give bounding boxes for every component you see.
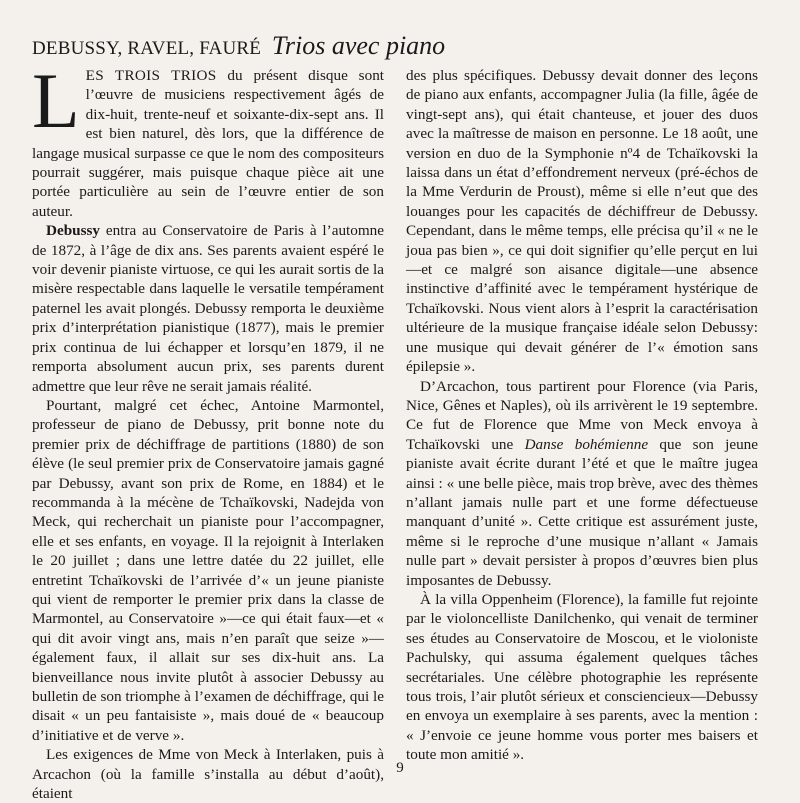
paragraph-text: entra au Conservatoire de Paris à l’automne de 1872, à l’âge de dix ans. Ses parents avaient espéré le voir devenir pianiste virtuose, ce qui les aurait sortis de la misère respectable dans laquelle le versatile tempérament paternel les avait plongés. Debussy remporta le deuxième prix d’interprétation pianistique (1877), mais le premier prix continua de lui échapper et lorsqu’en 1879, il ne remporta absolument aucun prix, ses parents durent admettre que leur rêve ne serait jamais réalité. xyxy=(32,222,384,395)
drop-cap: L xyxy=(32,57,80,144)
paragraph-marmontel: Pourtant, malgré cet échec, Antoine Marmontel, professeur de piano de Debussy, prit bonne note du premier prix de déchiffrage de partitions (1880) de son élève (le seul premier prix de Conservatoire jamais gagné par Debussy, avant son prix de Rome, en 1884) et le recommanda à la mécène de Tchaïkovski, Nadejda von Meck, qui recherchait un pianiste pour l’accompagner, elle et ses enfants, en voyage. Il la rejoignit à Interlaken le 20 juillet ; dans une lettre datée du 22 juillet, elle entretint Tchaïkovski de l’arrivée d’« un jeune pianiste qui vient de remporter le premier prix dans la classe de Marmontel, au Conservatoire »—ce qui était faux—et « qui dit avoir vingt ans, mais n’en paraît que seize »—également faux, il allait sur ses dix-huit ans. La bienveillance nous invite plutôt à associer Debussy au bulletin de son triomphe à l’examen de déchiffrage, qui le disait « un peu fantaisiste », mais doué de « beaucoup d’initiative et de verve ». xyxy=(32,396,384,744)
paragraph-text: que son jeune pianiste avait écrite durant l’été et que le maître jugea ainsi : « une belle pièce, mais trop brève, avec des thèmes n’allant jamais nulle part et une forme défectueuse manquant d’unité ». Cette critique est assurément juste, même si le reproche d’une musique n’allant « Jamais nulle part » devait persister à propos d’œuvres bien plus imposantes de Debussy. xyxy=(406,435,758,589)
paragraph-oppenheim: À la villa Oppenheim (Florence), la famille fut rejointe par le violoncelliste Danilchenko, qui venait de terminer ses études au Conservatoire de Moscou, et le violoniste Pachulsky, qui assuma également quelques tâches secrétariales. Une célèbre photographie les représente tous trois, l’air plutôt sérieux et consciencieux—Debussy en envoya un exemplaire à ses parents, avec la mention : « J’envoie ce jeune homme vous porter mes baisers et toute mon amitié ». xyxy=(406,590,758,764)
paragraph-text: du présent disque sont l’œuvre de musiciens respectivement âgés de dix-huit, trente-neuf et soixante-dix-sept ans. Il est bien naturel, dès lors, que la différence de langage musical surpasse ce que le nom des compositeurs pourrait suggérer, mais puisque chaque pièce ait une portée particulière au sein de l’œuvre entier de son auteur. xyxy=(32,67,385,220)
paragraph-exigences: Les exigences de Mme von Meck à Interlaken, puis à Arcachon (où la famille s’installa au début d’août), étaient xyxy=(32,746,384,803)
composer-name: Debussy xyxy=(46,222,101,240)
lead-caps: ES TROIS TRIOS xyxy=(85,67,217,84)
left-column xyxy=(32,57,385,803)
paragraph-intro xyxy=(32,57,385,221)
header-title: Trios avec piano xyxy=(271,31,446,60)
header-composers: DEBUSSY, RAVEL, FAURÉ xyxy=(32,38,262,59)
right-column xyxy=(406,66,758,765)
paragraph-text: D’Arcachon, tous partirent pour Florence (via Paris, Nice, Gênes et Naples), où ils arrivèrent le 19 septembre. Ce fut de Florence que Mme von Meck envoya à Tchaïkovski une xyxy=(406,377,758,453)
page-number: 9 xyxy=(396,760,404,776)
paragraph-debussy xyxy=(32,221,384,396)
paragraph-arcachon xyxy=(406,377,758,590)
work-title: Danse bohémienne xyxy=(524,435,649,453)
paragraph-continuation: des plus spécifiques. Debussy devait donner des leçons de piano aux enfants, accompagner Julia (la fille, âgée de vingt-sept ans), qui était chanteuse, et jouer des duos avec la maîtresse de maison en personne. Le 18 août, une version en duo de la Symphonie nº4 de Tchaïkovski la laissa dans un état d’effondrement nerveux (pré-échos de la Mme Verdurin de Proust), même si elle n’eut que des louanges pour les capacités de déchiffreur de Debussy. Cependant, dans le même temps, elle précisa qu’il « ne le joua pas bien », ce qui doit signifier qu’elle perçut en lui—et ce malgré son aisance digitale—une absence instinctive d’affinité avec le tempérament hystérique de Tchaïkovski. Nous vient alors à l’esprit la caractérisation ultérieure de la musique française idéale selon Debussy: une musique qui devait générer de l’« émotion sans épilepsie ». xyxy=(406,67,758,376)
page-header xyxy=(32,31,446,61)
